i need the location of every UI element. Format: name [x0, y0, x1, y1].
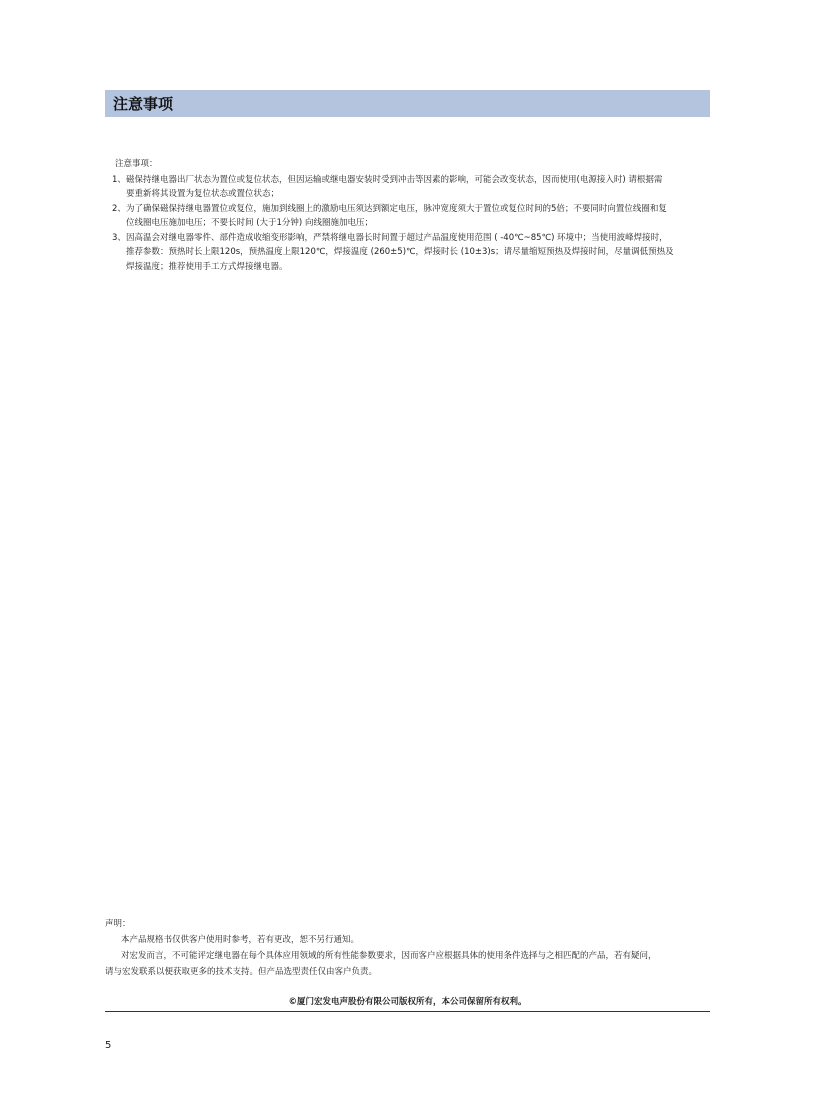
- note-text: 磁保持继电器出厂状态为置位或复位状态，但因运输或继电器安装时受到冲击等因素的影响，可能会改变状态，因而使用(电源接入时) 请根据需 要重新将其设置为复位状态或置位状态；: [126, 174, 663, 199]
- section-title: 注意事项: [113, 95, 174, 113]
- note-text: 为了确保磁保持继电器置位或复位，施加到线圈上的激励电压须达到额定电压，脉冲宽度须大于置位或复位时间的5倍；不要同时向置位线圈和复 位线圈电压施加电压；不要长时间 (大于1分钟) 向线圈施加电压；: [126, 203, 667, 228]
- disclaimer-line: 本产品规格书仅供客户使用时参考，若有更改，恕不另行通知。: [121, 935, 360, 945]
- note-item: [112, 173, 712, 202]
- disclaimer-block: [105, 916, 711, 980]
- notes-heading: 注意事项：: [115, 159, 158, 169]
- note-number: 3、: [112, 232, 126, 243]
- footer-divider: [105, 1011, 710, 1012]
- copyright-notice: ©厦门宏发电声股份有限公司版权所有，本公司保留所有权利。: [288, 997, 527, 1007]
- note-number: 1、: [112, 174, 126, 185]
- note-text: 因高温会对继电器零件、部件造成收缩变形影响，严禁将继电器长时间置于超过产品温度使用范围 ( -40℃~85℃) 环境中；当使用波峰焊接时， 推荐参数：预热时长上限120s，预热温度上限120℃，焊接温度 (260±5)℃，焊接时长 (10±3)s；请尽量缩短预热及焊接时间，尽量调低预热及 焊接温度；推荐使用手工方式焊接继电器。: [126, 232, 674, 272]
- disclaimer-line: 对宏发而言，不可能评定继电器在每个具体应用领域的所有性能参数要求，因而客户应根据具体的使用条件选择与之相匹配的产品，若有疑问，: [121, 951, 657, 961]
- disclaimer-line: 请与宏发联系以便获取更多的技术支持。但产品选型责任仅由客户负责。: [105, 967, 378, 977]
- page-number: 5: [105, 1040, 112, 1051]
- notes-block: [112, 157, 712, 274]
- disclaimer-heading: 声明：: [105, 919, 131, 929]
- note-item: [112, 231, 712, 275]
- note-number: 2、: [112, 203, 126, 214]
- section-header-bar: [105, 90, 710, 117]
- note-item: [112, 202, 712, 231]
